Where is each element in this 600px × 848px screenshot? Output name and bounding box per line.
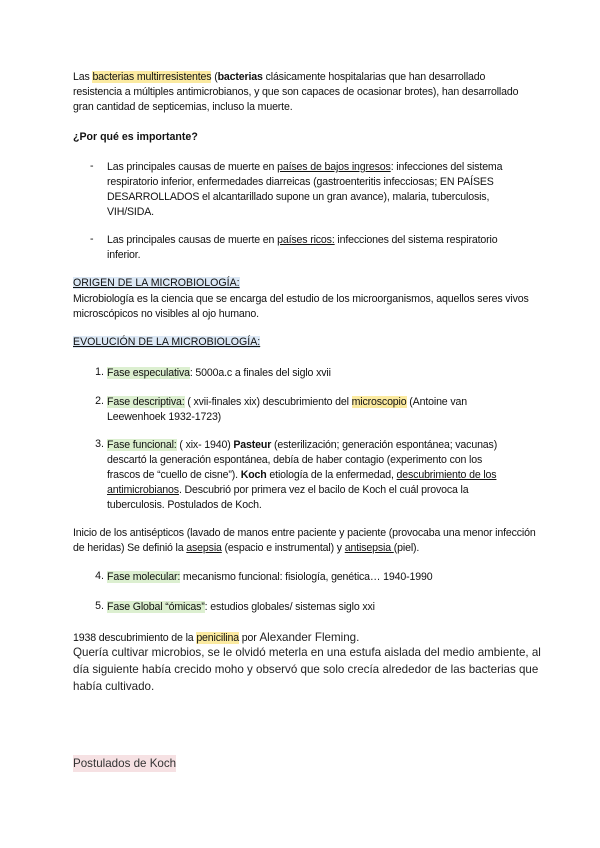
underlined-text: países de bajos ingresos — [277, 161, 391, 173]
intro-text: clásicamente hospitalarias que han desarrollado resistencia a múltiples antimicrobianos, y que son capaces de ocasionar brotes), han desarrollado gran cantidad de septicemias, incluso la muerte. — [73, 71, 519, 113]
underlined-asepsia: asepsia — [186, 542, 222, 554]
bullet-rich-countries — [107, 233, 517, 263]
text: mecanismo funcional: fisiología, genética… 1940-1990 — [180, 571, 433, 583]
phase-descriptive — [107, 395, 517, 425]
text: (espacio e instrumental) y — [221, 542, 345, 554]
text: : estudios globales/ sistemas siglo xxi — [204, 601, 375, 613]
list-number: 4. — [95, 570, 104, 582]
bullet-dash: - — [90, 233, 94, 245]
text: Inicio de los antisépticos (lavado de manos entre paciente y paciente (provocaba una menor infección de heridas) Se definió la — [73, 527, 536, 554]
highlight-phase: Fase funcional: — [107, 439, 177, 451]
origin-text: Microbiología es la ciencia que se encarga del estudio de los microorganismos, aquellos seres vivos microscópicos no visibles al ojo humano. — [73, 293, 529, 320]
text: Las principales causas de muerte en — [107, 234, 278, 246]
list-number: 5. — [95, 600, 104, 612]
text: ( xvii-finales xix) descubrimiento del — [184, 396, 352, 408]
koch-postulates-heading: Postulados de Koch — [73, 757, 177, 770]
intro-text: Las — [73, 71, 93, 83]
highlight-multiresistant: bacterias multirresistentes — [92, 71, 212, 83]
text: infecciones del sistema respiratorio inferior. — [107, 234, 498, 261]
text: (esterilización; generación espontánea; vacunas) descartó la generación espontánea, debía de haber contagio (experimento con los frascos de “cuello de cisne”). — [107, 439, 498, 481]
list-number: 1. — [95, 366, 104, 378]
intro-paragraph — [73, 70, 533, 115]
importance-heading: ¿Por qué es importante? — [73, 131, 198, 143]
highlight-penicilina: penicilina — [196, 632, 239, 644]
bold-koch: Koch — [240, 469, 267, 481]
text: por — [238, 632, 260, 644]
highlight-phase: Fase descriptiva: — [107, 396, 185, 408]
text: : 5000a.c a finales del siglo xvii — [189, 367, 331, 379]
bullet-poor-countries — [107, 160, 517, 220]
text: (piel). — [393, 542, 420, 554]
text: Las principales causas de muerte en — [107, 161, 278, 173]
highlight-phase: Fase Global “ómicas” — [107, 601, 205, 613]
list-number: 3. — [95, 438, 104, 450]
bold-bacterias: bacterias — [217, 71, 263, 83]
evolution-heading: EVOLUCIÓN DE LA MICROBIOLOGÍA: — [73, 336, 261, 348]
bold-pasteur: Pasteur — [233, 439, 272, 451]
phase-global — [107, 600, 517, 615]
phase-functional — [107, 438, 517, 513]
list-number: 2. — [95, 395, 104, 407]
phase-speculative — [107, 366, 517, 381]
highlight-microscopio: microscopio — [351, 396, 407, 408]
text: (Antoine van Leewenhoek 1932-1723) — [107, 396, 467, 423]
intro-text: ( — [211, 71, 218, 83]
text: ( xix- 1940) — [176, 439, 234, 451]
text: . Descubrió por primera vez el bacilo de Koch el cuál provoca la tuberculosis. Postulados de Koch. — [107, 484, 469, 511]
fleming-name: Alexander Fleming. — [259, 631, 360, 644]
antiseptic-paragraph — [73, 526, 543, 556]
text: etiología de la enfermedad, — [266, 469, 397, 481]
highlight-phase: Fase especulativa — [107, 367, 190, 379]
fleming-story: Quería cultivar microbios, se le olvidó meterla en una estufa aislada del medio ambiente, al día siguiente había crecido moho y observó que solo crecía alrededor de las bacterias que había cultivado. — [73, 646, 541, 693]
bullet-dash: - — [90, 160, 94, 172]
underlined-text: países ricos: — [277, 234, 335, 246]
text: 1938 descubrimiento de la — [73, 632, 197, 644]
underlined-antisepsia: antisepsia — [344, 542, 394, 554]
text: : infecciones del sistema respiratorio inferior, enfermedades diarreicas (gastroenteritis infecciosas; EN PAÍSES DESARROLLADOS el alcantarillado supone un gran avance), malaria, tuberculosis, VIH/SIDA. — [107, 161, 503, 218]
origin-heading: ORIGEN DE LA MICROBIOLOGÍA: — [73, 277, 240, 289]
highlight-phase: Fase molecular: — [107, 571, 181, 583]
phase-molecular — [107, 570, 517, 585]
underlined-text: descubrimiento de los antimicrobianos — [107, 469, 497, 496]
